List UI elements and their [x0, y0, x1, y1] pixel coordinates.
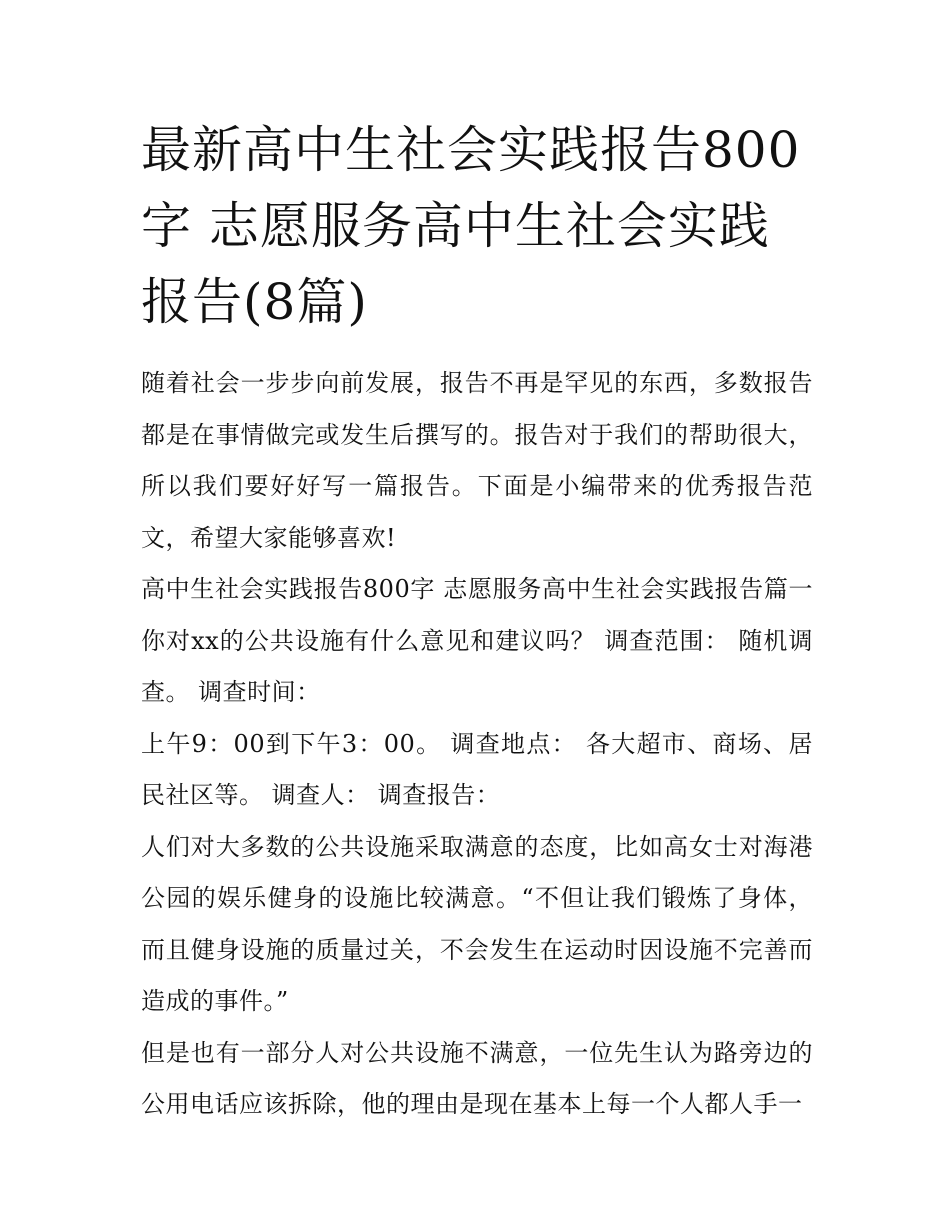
document-title: 最新高中生社会实践报告800字 志愿服务高中生社会实践报告(8篇): [141, 121, 801, 331]
paragraph-satisfied-opinion: 人们对大多数的公共设施采取满意的态度，比如高女士对海港公园的娱乐健身的设施比较满意。“不但让我们锻炼了身体，而且健身设施的质量过关，不会发生在运动时因设施不完善而造成的事件。”: [141, 832, 813, 1015]
paragraph-survey-scope: 高中生社会实践报告800字 志愿服务高中生社会实践报告篇一 你对xx的公共设施有什么意见和建议吗？ 调查范围： 随机调查。 调查时间：: [141, 575, 813, 706]
document-body: [141, 358, 813, 1131]
paragraph-unsatisfied-opinion: 但是也有一部分人对公共设施不满意，一位先生认为路旁边的公用电话应该拆除，他的理由是现在基本上每一个人都人手一: [141, 1038, 813, 1118]
paragraph-survey-time-place: 上午9：00到下午3：00。 调查地点： 各大超市、商场、居民社区等。 调查人： 调查报告：: [141, 729, 813, 809]
paragraph-intro: 随着社会一步步向前发展，报告不再是罕见的东西，多数报告都是在事情做完或发生后撰写的。报告对于我们的帮助很大，所以我们要好好写一篇报告。下面是小编带来的优秀报告范文，希望大家能够喜欢!: [141, 369, 813, 552]
document-content: [141, 112, 813, 1131]
